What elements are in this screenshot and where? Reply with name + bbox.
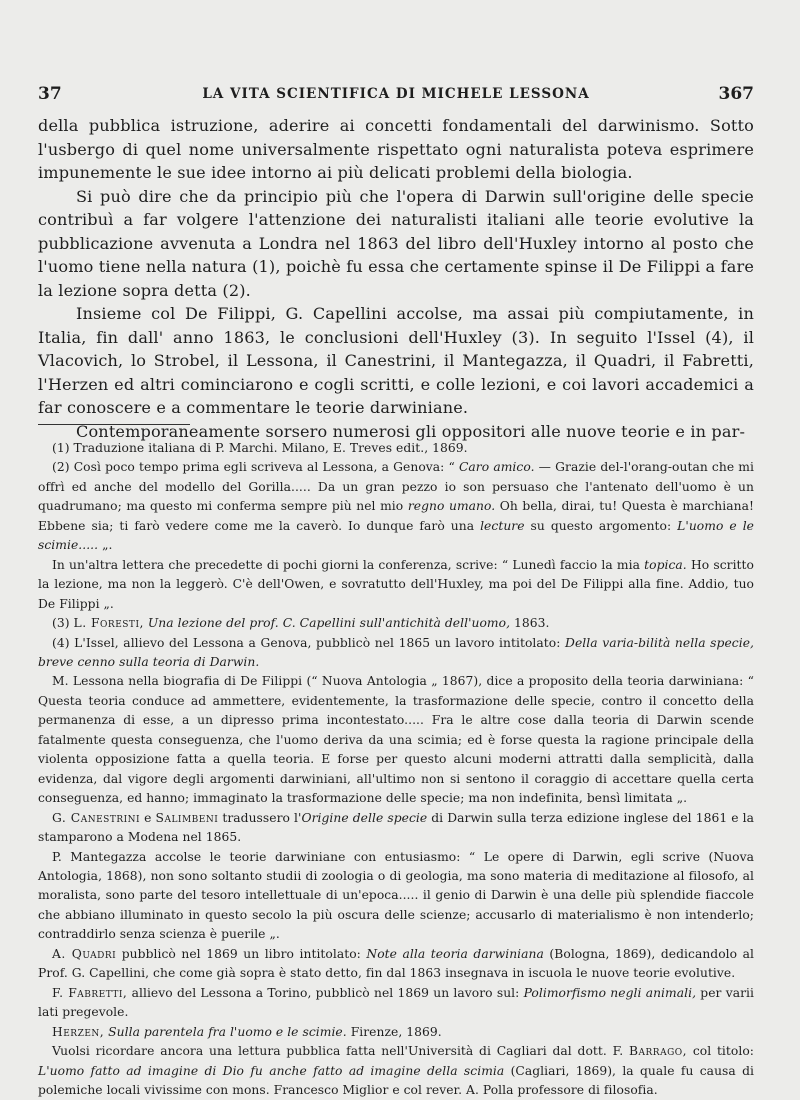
footnote-para: Herzen, Sulla parentela fra l'uomo e le scimie. Firenze, 1869. [52,1024,442,1039]
footnote-para: M. Lessona nella biografia di De Filippi (“ Nuova Antologia „ 1867), dice a proposito della teoria darwiniana: “ Questa teoria conduce ad ammettere, evidentemente, la trasformazione delle specie, contro il concetto della permanenza di esse, a un dipresso prima incontestato..... Fra le altre cose dalla teoria di Darwin scende fatalmente questa conseguenza, che l'uomo deriva da una scimia; ed è forse questa la ragione principale della violenta opposizione fatta a quella teoria. E forse per questo alcuni moderni attratti dalla semplicità, dalla evidenza, dal vigore degli argomenti darwiniani, all'ultimo non si sentono il coraggio di accettare quella certa conseguenza, ed hanno; immaginato la trasformazione delle specie; ma non indefinita, bensì limitata „. [38,674,754,806]
footnote-2-cont: In un'altra lettera che precedette di pochi giorni la conferenza, scrive: “ Lunedì faccio la mia topica. Ho scritto la lezione, ma non la leggerò. C'è dell'Owen, e sovratutto dell'Huxley, ma poi del De Filippi alla fine. Addio, tuo De Filippi „. [38,557,754,611]
footnote-para: Vuolsi ricordare ancora una lettura pubblica fatta nell'Università di Cagliari dal dott. F. Barrago, col titolo: L'uomo fatto ad imagine di Dio fu anche fatto ad imagine della scimia (Cagliari, 1869), la quale fu causa di polemiche locali vivissime con mons. Francesco Miglior e col rever. A. Polla professore di filosofia. [38,1044,754,1097]
footnote-4: (4) L'Issel, allievo del Lessona a Genova, pubblicò nel 1865 un lavoro intitolato: Della varia-bilità nella specie, breve cenno sulla teoria di Darwin. [38,635,754,669]
footnote-para: A. Quadri pubblicò nel 1869 un libro intitolato: Note alla teoria darwiniana (Bologna, 1869), dedicandolo al Prof. G. Capellini, che come già sopra è stato detto, fin dal 1863 insegnava in iscuola le nuove teorie evolutive. [38,946,755,981]
main-text [38,114,754,443]
footnotes [38,439,754,1100]
footnote-1: (1) Traduzione italiana di P. Marchi. Milano, E. Treves edit., 1869. [52,441,468,455]
paragraph: della pubblica istruzione, aderire ai concetti fondamentali del darwinismo. Sotto l'usbergo di quel nome universalmente rispettato ogni naturalista poteva esprimere impunemente le sue idee intorno ai più delicati problemi della biologia. [38,116,754,182]
footnote-2: (2) Così poco tempo prima egli scriveva al Lessona, a Genova: “ Caro amico. — Grazie del-l'orang-outan che mi offrì ed anche del modello del Gorilla..... Da un gran pezzo io son persuaso che l'antenato dell'uomo è un quadrumano; ma questo mi conferma sempre più nel mio regno umano. Oh bella, dirai, tu! Questa è marchiana! Ebbene sia; ti farò vedere come me la caverò. Io dunque farò una lecture su questo argomento: L'uomo e le scimie..... „. [38,460,755,553]
footnote-para: F. Fabretti, allievo del Lessona a Torino, pubblicò nel 1869 un lavoro sul: Polimorfismo negli animali, per varii lati pregevole. [38,985,754,1020]
paragraph: Insieme col De Filippi, G. Capellini accolse, ma assai più compiutamente, in Italia, fin dall' anno 1863, le conclusioni dell'Huxley (3). In seguito l'Issel (4), il Vlacovich, lo Strobel, il Lessona, il Canestrini, il Mantegazza, il Quadri, il Fabretti, l'Herzen ed altri cominciarono e cogli scritti, e colle lezioni, e coi lavori accademici a far conoscere e a commentare le teorie darwiniane. [38,304,754,417]
footnote-para: P. Mantegazza accolse le teorie darwiniane con entusiasmo: “ Le opere di Darwin, egli scrive (Nuova Antologia, 1868), non sono soltanto studii di zoologia o di geologia, ma sono materia di meditazione al filosofo, al moralista, sono parte del tesoro intellettuale di un'epoca..... il genio di Darwin è una delle più splendide fiaccole che abbiano illuminato in questo secolo la più oscura delle scienze; accusarlo di materialismo è non intenderlo; contraddirlo senza scienza è puerile „. [38,849,754,942]
page-number-left: 37 [38,84,62,104]
paragraph: Si può dire che da principio più che l'opera di Darwin sull'origine delle specie contribuì a far volgere l'attenzione dei naturalisti italiani alle teorie evolutive la pubblicazione avvenuta a Londra nel 1863 del libro dell'Huxley intorno al posto che l'uomo tiene nella natura (1), poichè fu essa che certamente spinse il De Filippi a fare la lezione sopra detta (2). [38,186,754,300]
page-number: 367 [718,84,754,104]
paragraph: Contemporaneamente sorsero numerosi gli oppositori alle nuove teorie e in par- [76,421,746,441]
footnote-para: G. Canestrini e Salimbeni tradussero l'Origine delle specie di Darwin sulla terza edizione inglese del 1861 e la stamparono a Modena nel 1865. [38,810,754,845]
footnote-3: (3) L. Foresti, Una lezione del prof. C. Capellini sull'antichità dell'uomo, 1863. [52,616,550,631]
running-title: LA VITA SCIENTIFICA DI MICHELE LESSONA [202,86,590,102]
footnote-divider [38,424,190,425]
running-header [38,84,754,106]
